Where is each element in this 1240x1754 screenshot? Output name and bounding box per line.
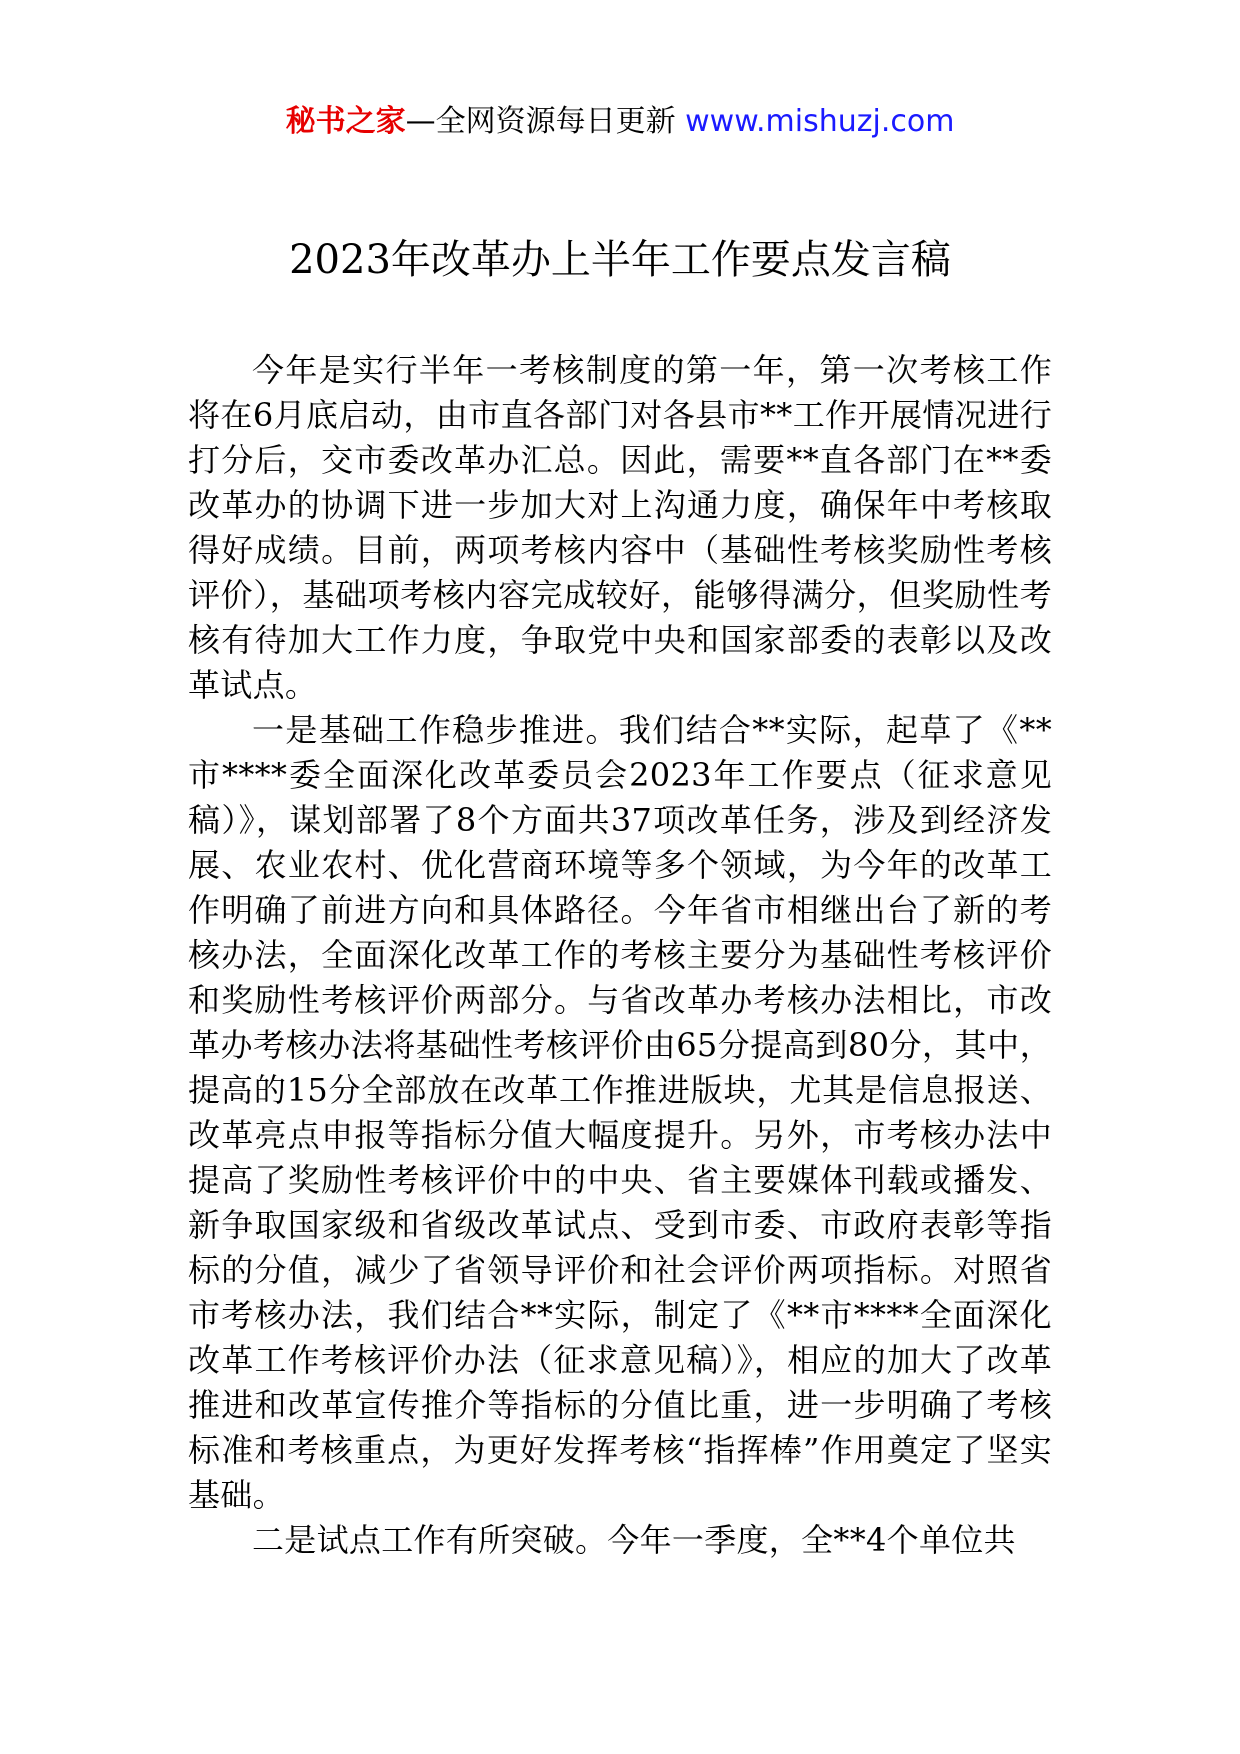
site-brand: 秘书之家 xyxy=(285,104,406,139)
site-tagline: —全网资源每日更新 xyxy=(405,104,686,139)
paragraph-pilot-work: 二是试点工作有所突破。今年一季度，全**4个单位共 xyxy=(252,1521,1016,1559)
document-title: 2023年改革办上半年工作要点发言稿 xyxy=(289,237,951,283)
site-header xyxy=(0,100,1240,144)
site-url-link[interactable]: www.mishuzj.com xyxy=(685,104,955,139)
document-body xyxy=(188,348,1052,1563)
paragraph-intro: 今年是实行半年一考核制度的第一年，第一次考核工作将在6月底启动，由市直各部门对各县市**工作开展情况进行打分后，交市委改革办汇总。因此，需要**直各部门在**委改革办的协调下进一步加大对上沟通力度，确保年中考核取得好成绩。目前，两项考核内容中（基础性考核奖励性考核评价），基础项考核内容完成较好，能够得满分，但奖励性考核有待加大工作力度，争取党中央和国家部委的表彰以及改革试点。 xyxy=(188,351,1052,704)
paragraph-basic-work: 一是基础工作稳步推进。我们结合**实际，起草了《**市****委全面深化改革委员会2023年工作要点（征求意见稿）》，谋划部署了8个方面共37项改革任务，涉及到经济发展、农业农村、优化营商环境等多个领域，为今年的改革工作明确了前进方向和具体路径。今年省市相继出台了新的考核办法，全面深化改革工作的考核主要分为基础性考核评价和奖励性考核评价两部分。与省改革办考核办法相比，市改革办考核办法将基础性考核评价由65分提高到80分，其中，提高的15分全部放在改革工作推进版块，尤其是信息报送、改革亮点申报等指标分值大幅度提升。另外，市考核办法中提高了奖励性考核评价中的中央、省主要媒体刊载或播发、新争取国家级和省级改革试点、受到市委、市政府表彰等指标的分值，减少了省领导评价和社会评价两项指标。对照省市考核办法，我们结合**实际，制定了《**市****全面深化改革工作考核评价办法（征求意见稿）》，相应的加大了改革推进和改革宣传推介等指标的分值比重，进一步明确了考核标准和考核重点，为更好发挥考核“指挥棒”作用奠定了坚实基础。 xyxy=(188,711,1052,1514)
